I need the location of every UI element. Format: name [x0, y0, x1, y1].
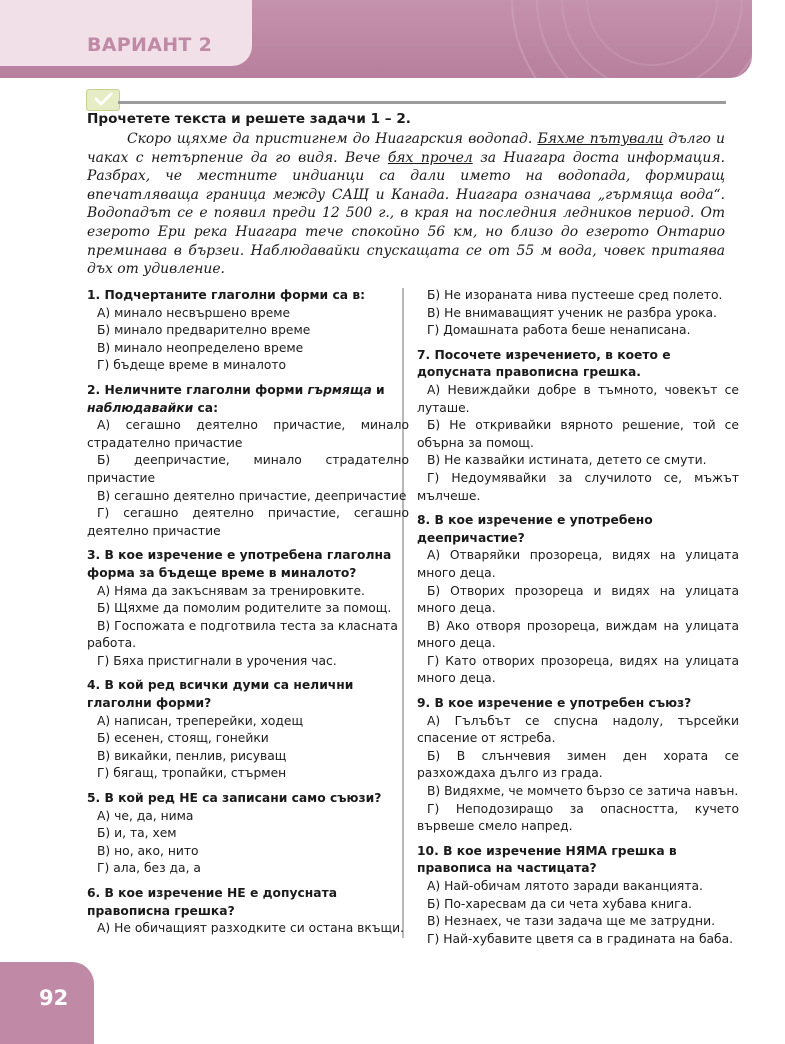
question-10: [417, 843, 739, 949]
answer-option[interactable]: В) Не внимаващият ученик не разбра урока.: [427, 305, 717, 320]
answer-option[interactable]: А) сегашно деятелно причастие, минало страдателно причастие: [87, 418, 409, 450]
question-text: 4. В кой ред всички думи са нелични глаголни форми?: [87, 678, 354, 711]
instruction: Прочетете текста и решете задачи 1 – 2.: [87, 111, 411, 127]
question-3: [87, 547, 409, 670]
answer-option[interactable]: А) Отваряйки прозореца, видях на улицата много деца.: [417, 548, 739, 580]
answer-option[interactable]: Г) Като отворих прозореца, видях на улицата много деца.: [417, 653, 739, 686]
answer-option[interactable]: Г) бъдеще време в миналото: [97, 358, 287, 373]
reading-passage: [87, 130, 725, 279]
question-6: [87, 885, 409, 938]
answer-option[interactable]: А) Не обичащият разходките си остана вкъщи.: [97, 921, 404, 936]
question-5: [87, 790, 409, 878]
answer-option[interactable]: А) Най-обичам лятото заради ваканцията.: [427, 879, 703, 893]
question-2: [87, 382, 409, 540]
answer-option[interactable]: В) Не казвайки истината, детето се смути.: [427, 453, 707, 468]
question-1: [87, 287, 409, 375]
answer-option[interactable]: А) Няма да закъснявам за тренировките.: [97, 583, 365, 598]
answer-option[interactable]: Г) Бяха пристигнали в урочения час.: [97, 653, 337, 668]
answer-option[interactable]: А) Гълъбът се спусна надолу, търсейки спасение от ястреба.: [417, 713, 739, 746]
answer-option[interactable]: В) минало неопределено време: [97, 340, 304, 355]
answer-option[interactable]: В) Ако отворя прозореца, виждам на улицата много деца.: [417, 618, 739, 651]
question-8: [417, 512, 739, 688]
answer-option[interactable]: А) Невиждайки добре в тъмното, човекът се луташе.: [417, 382, 739, 415]
answer-option[interactable]: А) минало несвършено време: [97, 305, 291, 320]
left-column: [87, 287, 409, 945]
answer-option[interactable]: Б) В слънчевия зимен ден хората се разхождаха дълго из града.: [417, 748, 739, 781]
answer-option[interactable]: В) сегашно деятелно причастие, деепричастие: [97, 488, 407, 503]
answer-option[interactable]: А) написан, треперейки, ходещ: [97, 713, 304, 728]
question-text: 10. В кое изречение НЯМА грешка в правописа на частицата?: [417, 843, 677, 876]
answer-option[interactable]: Г) Най-хубавите цветя са в градината на баба.: [427, 931, 734, 946]
question-text: 6. В кое изречение НЕ е допусната правописна грешка?: [87, 886, 337, 918]
question-7: [417, 347, 739, 505]
answer-option[interactable]: Б) Не откривайки вярното решение, той се обърна за помощ.: [417, 418, 739, 450]
checkmark-icon: [86, 89, 120, 111]
answer-option[interactable]: Б) есенен, стоящ, гонейки: [97, 731, 269, 746]
question-text: 5. В кой ред НЕ са записани само съюзи?: [87, 791, 382, 806]
question-text: 1. Подчертаните глаголни форми са в:: [87, 288, 366, 302]
answer-option[interactable]: Г) сегашно деятелно причастие, сегашно деятелно причастие: [87, 506, 409, 538]
answer-option[interactable]: Б) Отворих прозореца и видях на улицата много деца.: [417, 583, 739, 616]
passage-text: Скоро щяхме да пристигнем до Ниагарския водопад.: [127, 131, 538, 147]
question-9: [417, 695, 739, 836]
answer-option[interactable]: В) Незнаех, че тази задача ще ме затрудни.: [427, 914, 715, 929]
answer-option[interactable]: Б) деепричастие, минало страдателно причастие: [87, 453, 409, 485]
answer-option[interactable]: В) Видяхме, че момчето бързо се затича навън.: [427, 784, 739, 799]
decorative-swirl: [452, 0, 752, 78]
answer-option[interactable]: В) Госпожата е подготвила теста за класната работа.: [87, 618, 398, 651]
answer-option[interactable]: Г) ала, без да, а: [97, 861, 201, 876]
answer-option[interactable]: Г) Недоумявайки за случилото се, мъжът мълчеше.: [417, 470, 739, 503]
question-text: 7. Посочете изречението, в което е допусната правописна грешка.: [417, 347, 671, 380]
question-text: 2. Нeличните глаголни форми гърмяща и наблюдавайки са:: [87, 382, 385, 415]
question-4: [87, 677, 409, 783]
underlined-verb: Бяхме пътували: [537, 131, 664, 147]
variant-tab: [0, 0, 252, 66]
passage-text: за Ниагара доста информация. Разбрах, че местните индианци са дали името на водопада, формиращ впечатляваща граница между САЩ и Канада. Ниагара означава „гърмяща вода“. Водопадът се е появил преди 12 500 г., в края на последния ледников период. От езерото Ери река Ниагара тече спокойно 56 км, но близо до езерото Онтарио преминава в бързеи. Наблюдавайки спускащата се от 55 м вода, човек притаява дъх от удивление.: [87, 149, 725, 278]
answer-option[interactable]: Б) минало предварително време: [97, 323, 311, 338]
answer-option[interactable]: А) че, да, нима: [97, 808, 194, 823]
page-title: ВАРИАНТ 2: [87, 34, 213, 56]
answer-option[interactable]: Б) Не изораната нива пустееше сред полето.: [427, 288, 723, 302]
answer-option[interactable]: В) викайки, пенлив, рисуващ: [97, 748, 287, 763]
right-column: [417, 287, 739, 955]
underlined-verb: бях прочел: [387, 149, 473, 166]
passage-text: дълго и чаках с нетърпение да го видя. Вече: [87, 131, 725, 166]
answer-option[interactable]: Б) и, та, хем: [97, 826, 177, 841]
answer-option[interactable]: Б) По-харесвам да си чета хубава книга.: [427, 896, 693, 911]
question-text: 9. В кое изречение е употребен съюз?: [417, 696, 692, 711]
answer-option[interactable]: В) но, ако, нито: [97, 843, 199, 858]
answer-option[interactable]: Г) бягащ, тропайки, стърмен: [97, 766, 287, 781]
section-rule: [118, 101, 726, 104]
question-text: 8. В кое изречение е употребено деепричастие?: [417, 513, 653, 545]
answer-option[interactable]: Г) Домашната работа беше ненаписана.: [427, 323, 691, 338]
question-6-continued: [417, 287, 739, 340]
answer-option[interactable]: Г) Неподозиращо за опасността, кучето вървеше смело напред.: [417, 801, 739, 834]
answer-option[interactable]: Б) Щяхме да помолим родителите за помощ.: [97, 601, 392, 616]
page-number: 92: [39, 986, 69, 1010]
question-text: 3. В кое изречение е употребена глаголна форма за бъдеще време в миналото?: [87, 548, 392, 580]
